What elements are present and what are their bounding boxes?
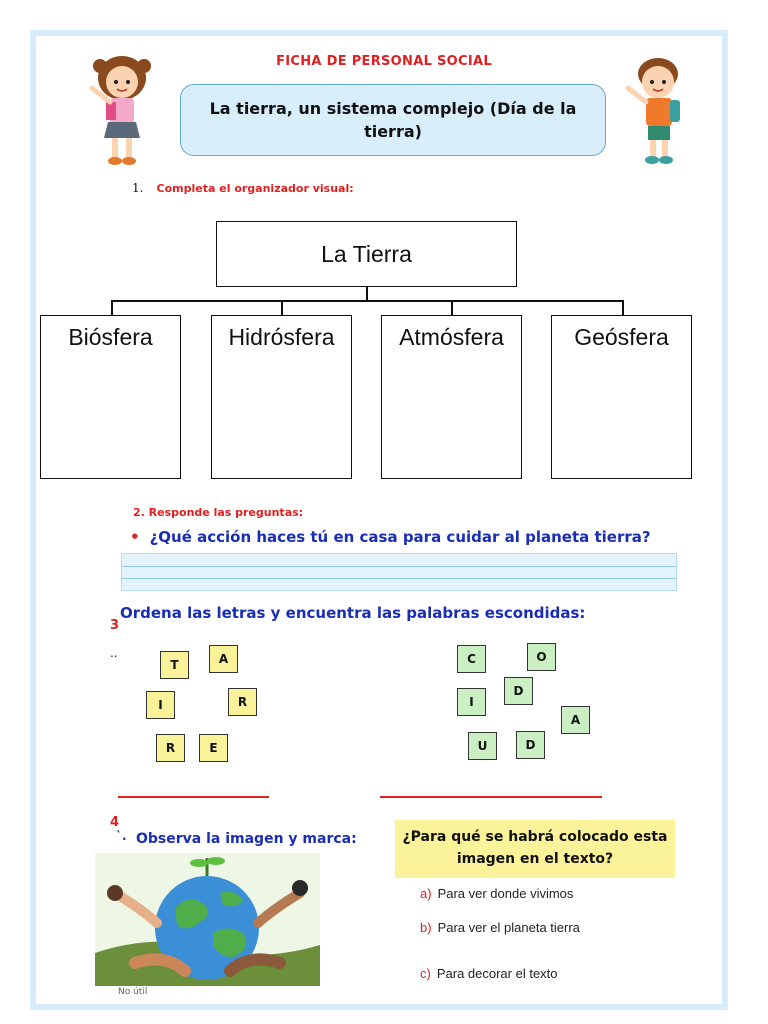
letter-tile: D <box>504 677 533 705</box>
question-4-prompt: ¿Para qué se habrá colocado esta imagen en el texto? <box>395 820 675 878</box>
question-3-instruction: Ordena las letras y encuentra las palabras escondidas: <box>120 604 586 622</box>
question-3-number: 3 <box>110 618 120 633</box>
bullet-icon: • <box>130 528 140 546</box>
option-text: Para ver donde vivimos <box>437 886 574 901</box>
letter-tile: A <box>209 645 238 673</box>
question-4-instruction: Observa la imagen y marca: <box>136 831 357 847</box>
answer-field[interactable] <box>121 553 677 591</box>
letter-tile: E <box>199 734 228 762</box>
option-text: Para decorar el texto <box>436 966 558 981</box>
question-1-label: Completa el organizador visual: <box>156 182 354 195</box>
organizer-branch-atmosfera[interactable]: Atmósfera <box>381 315 522 479</box>
earth-hands-image <box>95 853 320 986</box>
letter-tile: A <box>561 706 590 734</box>
option-letter: c) <box>420 966 431 981</box>
letter-tile: C <box>457 645 486 673</box>
letter-tile: D <box>516 731 545 759</box>
option-b[interactable] <box>420 920 580 935</box>
question-1-number: 1. <box>132 181 144 195</box>
boy-illustration <box>620 52 696 168</box>
answer-line-word-1[interactable] <box>118 796 269 798</box>
connector-line <box>366 287 368 301</box>
letter-tile: I <box>457 688 486 716</box>
question-2-label: 2. Responde las preguntas: <box>133 506 304 519</box>
image-footnote: No útil <box>118 987 148 997</box>
question-1 <box>132 177 354 196</box>
option-a[interactable] <box>420 886 573 901</box>
connector-line <box>111 300 113 315</box>
girl-illustration <box>86 52 158 168</box>
organizer-branch-geosfera[interactable]: Geósfera <box>551 315 692 479</box>
page-title: FICHA DE PERSONAL SOCIAL <box>276 54 492 69</box>
answer-rule <box>122 566 676 567</box>
letter-tile: I <box>146 691 175 719</box>
connector-line <box>451 300 453 315</box>
question-4-number: 4 <box>110 815 120 830</box>
question-3-dots: .. <box>110 646 118 660</box>
question-2-question: ¿Qué acción haces tú en casa para cuidar al planeta tierra? <box>149 528 651 546</box>
option-c[interactable] <box>420 966 558 981</box>
letter-tile: U <box>468 732 497 760</box>
connector-line <box>622 300 624 315</box>
option-letter: a) <box>420 886 432 901</box>
connector-line <box>281 300 283 315</box>
question-4-dot: `. <box>116 829 127 843</box>
organizer-branch-hidrosfera[interactable]: Hidrósfera <box>211 315 352 479</box>
option-text: Para ver el planeta tierra <box>437 920 580 935</box>
letter-tile: R <box>228 688 257 716</box>
connector-line <box>111 300 622 302</box>
question-2-text <box>130 528 651 546</box>
subject-box: La tierra, un sistema complejo (Día de la tierra) <box>180 84 606 156</box>
answer-line-word-2[interactable] <box>380 796 602 798</box>
letter-tile: T <box>160 651 189 679</box>
answer-rule <box>122 578 676 579</box>
organizer-branch-biosfera[interactable]: Biósfera <box>40 315 181 479</box>
letter-tile: O <box>527 643 556 671</box>
option-letter: b) <box>420 920 432 935</box>
letter-tile: R <box>156 734 185 762</box>
organizer-root-box: La Tierra <box>216 221 517 287</box>
